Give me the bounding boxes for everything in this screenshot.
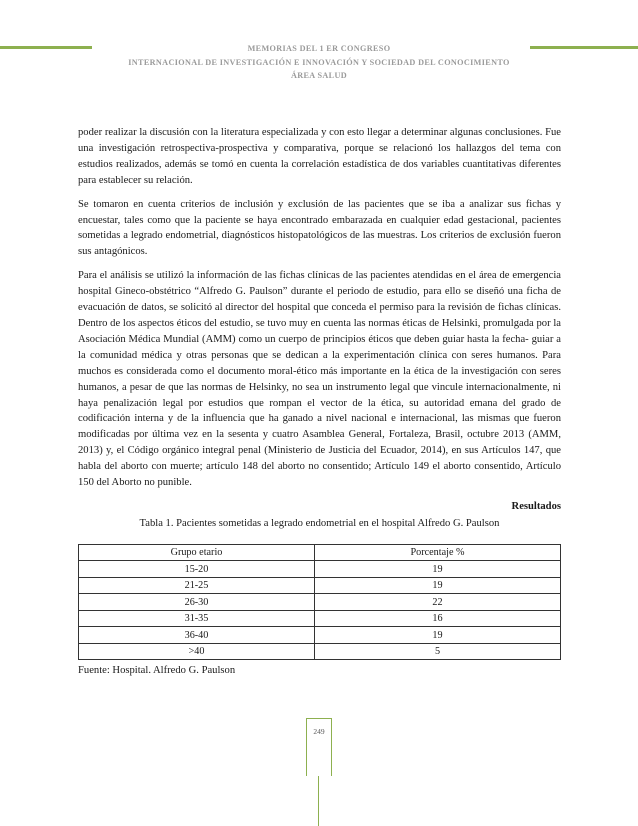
cell-age-group: 21-25: [79, 577, 315, 594]
table-row: [79, 561, 561, 578]
cell-percentage: 19: [314, 627, 560, 644]
page-content: [78, 125, 561, 678]
cell-percentage: 19: [314, 577, 560, 594]
header-line-3: ÁREA SALUD: [290, 71, 348, 80]
paragraph-analysis-ethics: Para el análisis se utilizó la información de las fichas clínicas de las pacientes atendidas en el área de emergencia hospital Gineco-obstétrico “Alfredo G. Paulson” durante el periodo de estudio, para ello se diseñó una ficha de evacuación de datos, se solicitó al director del hospital que conceda el permiso para la revisión de fichas clínicas. Dentro de los aspectos éticos del estudio, se tuvo muy en cuenta las normas éticas de Helsinki, promulgada por la Asociación Médica Mundial (AMM) como un cuerpo de principios éticos que deben guiar hasta la fecha- guiar a la comunidad médica y otras personas que se dedican a la experimentación clínica con seres humanos. Para muchos es considerada como el documento moral-ético más importante en la ética de la investigación con seres humanos, a pesar de que las normas de Helsinky, no sea un instrumento legal que vincule internacionalmente, ni haya penalización legal por estudios que rompan el vector de la ética, su autoridad emana del grado de codificación interna y de la influencia que ha ganado a nivel nacional e internacional, las mismas que fueron modificadas por última vez en la sesenta y cuatro Asamblea General, Fortaleza, Brasil, octubre 2013 (AMM, 2013) y, el Código orgánico integral penal (Ministerio de Justicia del Ecuador, 2014), en sus Artículos 147, que habla del aborto con muerte; artículo 148 del aborto no consentido; Artículo 149 el aborto consentido, Artículo 150 del Aborto no punible.: [78, 270, 561, 489]
cell-age-group: 36-40: [79, 627, 315, 644]
table-row: [79, 627, 561, 644]
page-number: 249: [313, 727, 325, 736]
page-number-box: [306, 718, 332, 776]
cell-age-group: 15-20: [79, 561, 315, 578]
table-header-row: [79, 544, 561, 561]
column-header-percentage: Porcentaje %: [314, 544, 560, 561]
table-row: [79, 643, 561, 660]
table-row: [79, 594, 561, 611]
table-row: [79, 610, 561, 627]
table-row: [79, 577, 561, 594]
cell-percentage: 22: [314, 594, 560, 611]
cell-percentage: 19: [314, 561, 560, 578]
cell-percentage: 5: [314, 643, 560, 660]
paragraph-criteria: Se tomaron en cuenta criterios de inclusión y exclusión de las pacientes que se iba a analizar sus fichas y encuestar, tales como que la paciente se haya encontrado embarazada en cualquier edad gestacional, pacientes sometidas a legrado endometrial, diagnósticos histopatológicos de las muestras. Los criterios de exclusión fueron sus antagónicos.: [78, 198, 561, 258]
paragraph-methodology: poder realizar la discusión con la literatura especializada y con esto llegar a determinar algunas conclusiones. Fue una investigación retrospectiva-prospectiva y comparativa, porque se relacionó los hallazgos del tema con estudios realizados, además se tomó en cuenta la correlación estadística de dos variables cuantitativas diferentes para establecer su relación.: [78, 127, 561, 186]
cell-age-group: >40: [79, 643, 315, 660]
cell-age-group: 26-30: [79, 594, 315, 611]
cell-age-group: 31-35: [79, 610, 315, 627]
header-line-2: INTERNACIONAL DE INVESTIGACIÓN E INNOVACIÓN Y SOCIEDAD DEL CONOCIMIENTO: [128, 57, 510, 67]
results-table: [78, 544, 561, 661]
section-heading-results: Resultados: [511, 500, 561, 512]
header-line-1: MEMORIAS DEL 1 ER CONGRESO: [247, 44, 391, 53]
footer-accent-line: [318, 776, 319, 826]
cell-percentage: 16: [314, 610, 560, 627]
column-header-age-group: Grupo etario: [79, 544, 315, 561]
running-header: [0, 42, 638, 83]
table-source: Fuente: Hospital. Alfredo G. Paulson: [78, 665, 236, 677]
table-caption: Tabla 1. Pacientes sometidas a legrado endometrial en el hospital Alfredo G. Paulson: [139, 517, 500, 529]
